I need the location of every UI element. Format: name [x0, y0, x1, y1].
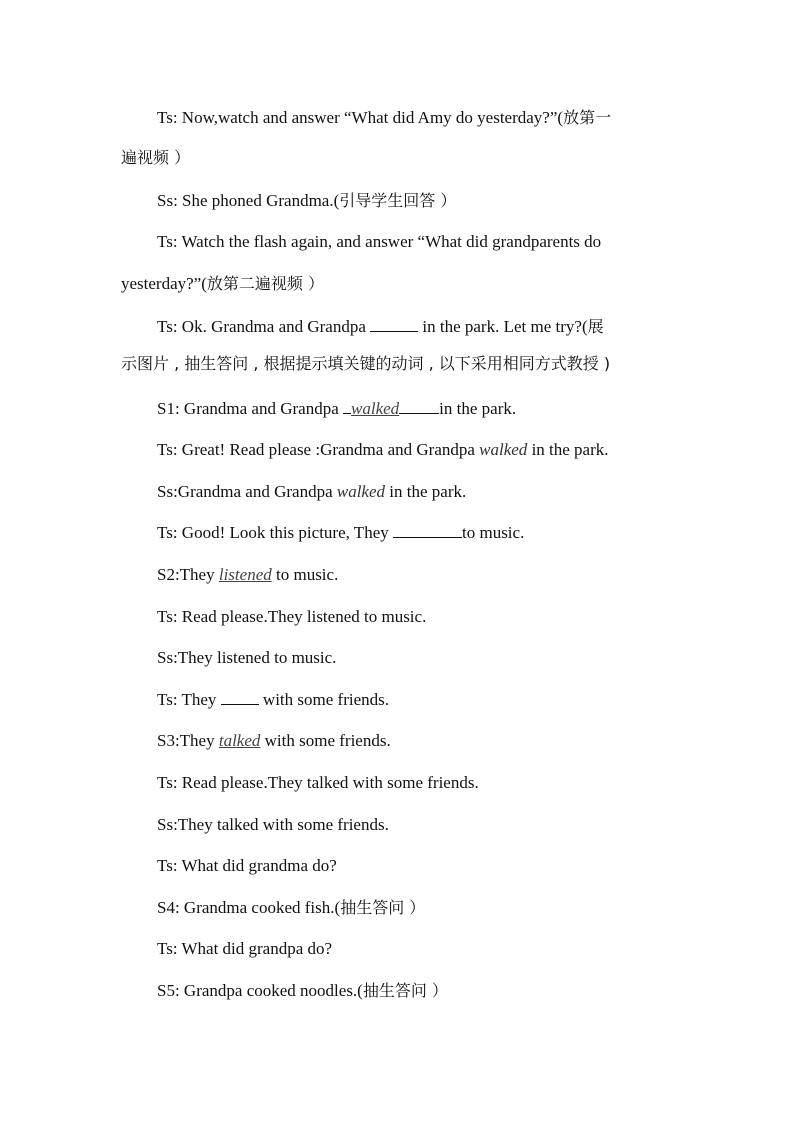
dialogue-text: Ts: Read please.They listened to music. — [157, 607, 427, 626]
dialogue-text: Ts: What did grandma do? — [157, 856, 337, 875]
dialogue-text: Ts: They — [157, 690, 221, 709]
dialogue-text: Ss:They listened to music. — [157, 648, 337, 667]
answer-blank — [221, 690, 259, 705]
dialogue-text: Ss: She phoned Grandma.( — [157, 191, 340, 210]
dialogue-text: to music. — [462, 523, 525, 542]
dialogue-text: in the park. — [439, 399, 517, 418]
chinese-note: 引导学生回答 ） — [339, 191, 457, 210]
dialogue-line — [157, 481, 466, 503]
dialogue-text: in the park. Let me try?( — [418, 317, 588, 336]
dialogue-line — [157, 730, 391, 752]
dialogue-line — [121, 273, 324, 295]
dialogue-line — [157, 522, 524, 544]
dialogue-text: S1: Grandma and Grandpa — [157, 399, 344, 418]
dialogue-text: Ss:Grandma and Grandpa — [157, 482, 337, 501]
emphasis-verb: walked — [336, 482, 386, 501]
dialogue-text: Ss:They talked with some friends. — [157, 815, 389, 834]
dialogue-text: Ts: Great! Read please :Grandma and Grandpa — [157, 440, 480, 459]
chinese-note: 放第二遍视频 ） — [206, 274, 324, 293]
dialogue-line — [157, 772, 479, 794]
chinese-note: 抽生答问 ） — [340, 898, 426, 917]
dialogue-text: Ts: Now,watch and answer “What did Amy do yesterday?”( — [157, 108, 564, 127]
chinese-note: 示图片 , 抽生答问 , 根据提示填关键的动词 , 以下采用相同方式教授 ) — [121, 354, 611, 373]
dialogue-line — [157, 564, 338, 586]
dialogue-text: Ts: Good! Look this picture, They — [157, 523, 393, 542]
dialogue-line — [157, 647, 336, 669]
answer-blank — [370, 317, 418, 332]
answer-blank — [399, 399, 439, 414]
dialogue-text: with some friends. — [260, 731, 391, 750]
dialogue-line — [157, 439, 609, 461]
filled-answer: walked — [351, 399, 400, 418]
answer-blank — [393, 523, 462, 538]
dialogue-line — [157, 938, 332, 960]
dialogue-line — [157, 689, 389, 711]
dialogue-line — [157, 814, 389, 836]
dialogue-line — [157, 231, 601, 253]
dialogue-line — [157, 980, 448, 1002]
chinese-note: 展 — [587, 317, 604, 336]
filled-answer: talked — [218, 731, 261, 750]
dialogue-line — [121, 147, 190, 169]
filled-answer: listened — [218, 565, 272, 584]
dialogue-line — [157, 398, 516, 420]
dialogue-text: Ts: Ok. Grandma and Grandpa — [157, 317, 371, 336]
dialogue-text: S5: Grandpa cooked noodles.( — [157, 981, 363, 1000]
dialogue-text: in the park. — [385, 482, 467, 501]
dialogue-line — [157, 316, 604, 338]
chinese-note: 抽生答问 ） — [362, 981, 448, 1000]
dialogue-text: S3:They — [157, 731, 219, 750]
dialogue-text: S2:They — [157, 565, 219, 584]
chinese-note: 遍视频 ） — [121, 148, 191, 167]
dialogue-line — [157, 897, 425, 919]
dialogue-line — [157, 606, 426, 628]
dialogue-text: Ts: Watch the flash again, and answer “What did grandparents do — [157, 232, 602, 251]
chinese-note: 放第一 — [563, 108, 612, 127]
dialogue-text: to music. — [271, 565, 339, 584]
dialogue-line — [157, 107, 611, 129]
dialogue-text: Ts: Read please.They talked with some friends. — [157, 773, 479, 792]
dialogue-line — [157, 855, 337, 877]
dialogue-text: in the park. — [527, 440, 609, 459]
emphasis-verb: walked — [479, 440, 528, 459]
dialogue-text: with some friends. — [258, 690, 389, 709]
dialogue-line — [121, 353, 610, 375]
answer-blank — [343, 399, 351, 414]
dialogue-text: Ts: What did grandpa do? — [157, 939, 333, 958]
dialogue-text: S4: Grandma cooked fish.( — [157, 898, 341, 917]
dialogue-line — [157, 190, 456, 212]
dialogue-text: yesterday?”( — [121, 274, 207, 293]
